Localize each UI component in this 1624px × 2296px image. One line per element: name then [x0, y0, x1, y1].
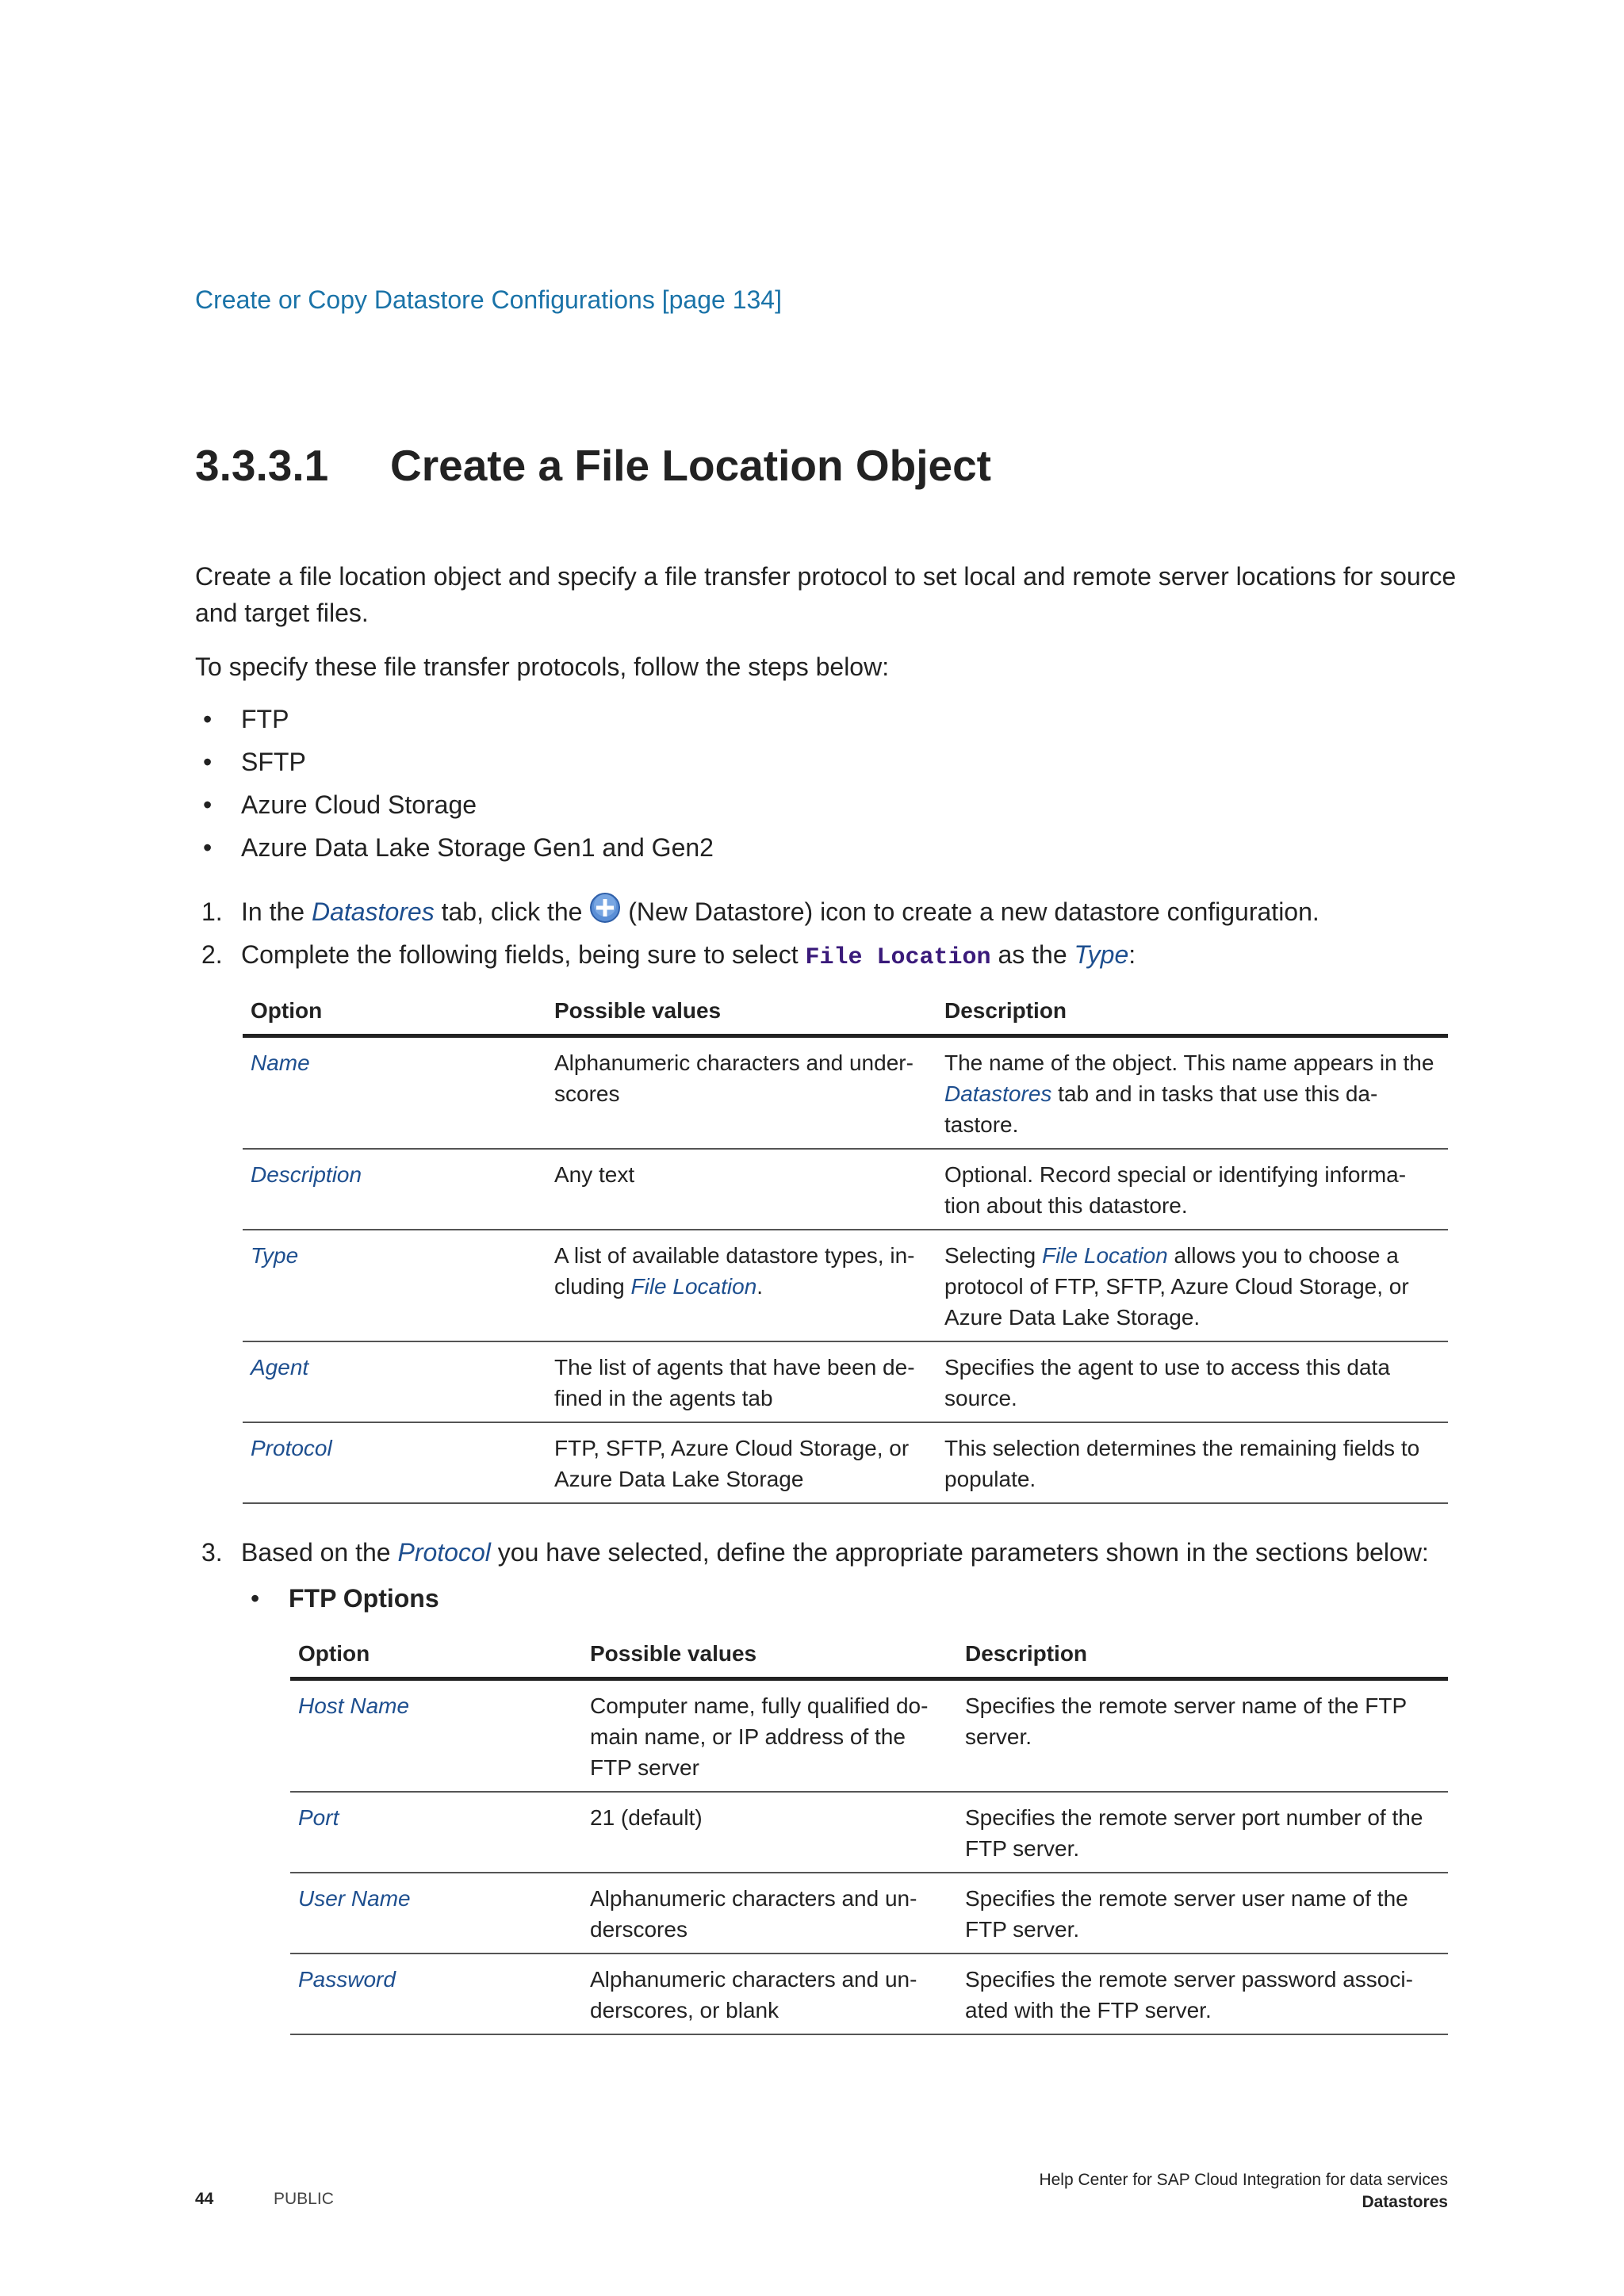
table-row — [290, 1954, 1448, 2034]
column-header: Description — [957, 1632, 1448, 1679]
type-ref: Type — [1074, 940, 1129, 969]
values-cell: 21 (default) — [582, 1792, 957, 1873]
description-cell: Specifies the remote server name of the FTP server. — [957, 1679, 1448, 1793]
values-cell: Computer name, fully qualified do-main name, or IP address of the FTP server — [582, 1679, 957, 1793]
option-cell: User Name — [290, 1873, 582, 1954]
values-cell: Alphanumeric characters and un-derscores — [582, 1873, 957, 1954]
table-row — [243, 1422, 1448, 1503]
description-cell: Specifies the remote server port number of the FTP server. — [957, 1792, 1448, 1873]
ftp-options-heading: • FTP Options — [251, 1584, 439, 1613]
column-header: Option — [290, 1632, 582, 1679]
column-header: Possible values — [582, 1632, 957, 1679]
description-cell: Selecting File Location allows you to choose a protocol of FTP, SFTP, Azure Cloud Storage, or Azure Data Lake Storage. — [936, 1230, 1448, 1341]
table-header-row — [243, 989, 1448, 1036]
values-cell: Alphanumeric characters and un-derscores, or blank — [582, 1954, 957, 2034]
option-cell: Type — [243, 1230, 546, 1341]
table-row — [290, 1679, 1448, 1793]
list-item: • Azure Data Lake Storage Gen1 and Gen2 — [203, 833, 714, 862]
values-cell: A list of available datastore types, in-cluding File Location. — [546, 1230, 936, 1341]
column-header: Description — [936, 989, 1448, 1036]
datastore-fields-table — [243, 989, 1448, 1504]
footer-doc-info — [1039, 2169, 1448, 2214]
protocol-sftp: SFTP — [241, 748, 306, 776]
section-title: Create a File Location Object — [390, 441, 991, 490]
values-cell: The list of agents that have been de-fined in the agents tab — [546, 1341, 936, 1422]
table-row — [290, 1792, 1448, 1873]
step-2: 2. Complete the following fields, being sure to select File Location as the Type: — [201, 940, 1136, 971]
protocol-azure-cloud: Azure Cloud Storage — [241, 790, 477, 819]
footer-doc-title: Help Center for SAP Cloud Integration for data services — [1039, 2171, 1448, 2189]
footer-section: Datastores — [1362, 2193, 1448, 2211]
option-cell: Port — [290, 1792, 582, 1873]
table-header-row — [290, 1632, 1448, 1679]
protocol-ftp: FTP — [241, 705, 289, 733]
table-row — [290, 1873, 1448, 1954]
option-cell: Agent — [243, 1341, 546, 1422]
table-row — [243, 1149, 1448, 1230]
intro-paragraph: Create a file location object and specify a file transfer protocol to set local and remote server locations for source and target files. — [195, 562, 1457, 627]
step-3: 3. Based on the Protocol you have selected, define the appropriate parameters shown in the sections below: — [201, 1538, 1429, 1567]
ftp-options-table — [290, 1632, 1448, 2035]
description-cell: The name of the object. This name appears in the Datastores tab and in tasks that use this da-tastore. — [936, 1036, 1448, 1150]
table-row — [243, 1036, 1448, 1150]
option-cell: Description — [243, 1149, 546, 1230]
description-cell: Specifies the remote server password associ-ated with the FTP server. — [957, 1954, 1448, 2034]
plus-circle-icon — [589, 892, 621, 924]
option-cell: Host Name — [290, 1679, 582, 1793]
description-cell: Optional. Record special or identifying informa-tion about this datastore. — [936, 1149, 1448, 1230]
option-cell: Protocol — [243, 1422, 546, 1503]
file-location-code: File Location — [805, 944, 991, 971]
related-link-create-copy-datastore[interactable]: Create or Copy Datastore Configurations [page 134] — [195, 285, 782, 314]
list-item: • Azure Cloud Storage — [203, 790, 477, 819]
protocol-ref: Protocol — [397, 1538, 491, 1567]
description-cell: Specifies the agent to use to access this data source. — [936, 1341, 1448, 1422]
table-row — [243, 1341, 1448, 1422]
column-header: Possible values — [546, 989, 936, 1036]
values-cell: Alphanumeric characters and under-scores — [546, 1036, 936, 1150]
values-cell: FTP, SFTP, Azure Cloud Storage, or Azure Data Lake Storage — [546, 1422, 936, 1503]
description-cell: This selection determines the remaining fields to populate. — [936, 1422, 1448, 1503]
table-row — [243, 1230, 1448, 1341]
description-cell: Specifies the remote server user name of the FTP server. — [957, 1873, 1448, 1954]
page-number: 44 — [195, 2190, 214, 2208]
list-item: • FTP — [203, 705, 289, 733]
datastores-tab-ref: Datastores — [311, 897, 435, 926]
protocol-azure-data-lake: Azure Data Lake Storage Gen1 and Gen2 — [241, 833, 714, 862]
section-heading — [195, 440, 991, 491]
classification-label: PUBLIC — [274, 2190, 334, 2208]
values-cell: Any text — [546, 1149, 936, 1230]
section-number: 3.3.3.1 — [195, 441, 329, 490]
list-item: • SFTP — [203, 748, 306, 776]
option-cell: Name — [243, 1036, 546, 1150]
option-cell: Password — [290, 1954, 582, 2034]
column-header: Option — [243, 989, 546, 1036]
steps-intro: To specify these file transfer protocols, follow the steps below: — [195, 652, 890, 681]
step-1: 1. In the Datastores tab, click the (New Datastore) icon to create a new datastore configuration. — [195, 892, 1320, 930]
protocol-list — [195, 701, 714, 872]
